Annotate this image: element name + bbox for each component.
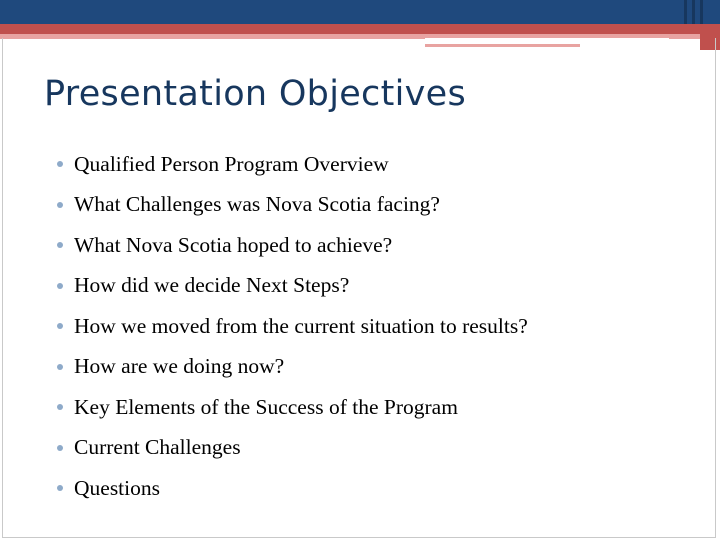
bullet-dot-icon bbox=[57, 242, 63, 248]
bullet-text: What Nova Scotia hoped to achieve? bbox=[74, 232, 393, 257]
bullet-list bbox=[50, 144, 528, 509]
bullet-item bbox=[50, 468, 528, 509]
bullet-text: Qualified Person Program Overview bbox=[74, 151, 389, 176]
header-band bbox=[0, 0, 720, 24]
header-stripe bbox=[684, 0, 687, 24]
bullet-dot-icon bbox=[57, 485, 63, 491]
bullet-text: What Challenges was Nova Scotia facing? bbox=[74, 192, 440, 217]
bullet-text: Questions bbox=[74, 475, 160, 500]
bullet-dot-icon bbox=[57, 283, 63, 289]
bullet-item bbox=[50, 266, 528, 307]
bullet-item bbox=[50, 387, 528, 428]
bullet-item bbox=[50, 225, 528, 266]
bullet-dot-icon bbox=[57, 445, 63, 451]
header-stripe bbox=[692, 0, 695, 24]
bullet-text: How did we decide Next Steps? bbox=[74, 273, 350, 298]
bullet-text: Current Challenges bbox=[74, 435, 241, 460]
bullet-text: How are we doing now? bbox=[74, 354, 285, 379]
bullet-item bbox=[50, 306, 528, 347]
header-accent-band bbox=[0, 24, 720, 34]
bullet-item bbox=[50, 185, 528, 226]
slide-title: Presentation Objectives bbox=[44, 74, 467, 114]
bullet-dot-icon bbox=[57, 202, 63, 208]
bullet-dot-icon bbox=[57, 364, 63, 370]
bullet-dot-icon bbox=[57, 161, 63, 167]
bullet-item bbox=[50, 428, 528, 469]
bullet-text: Key Elements of the Success of the Program bbox=[74, 394, 458, 419]
header-stripe bbox=[700, 0, 703, 24]
bullet-item bbox=[50, 347, 528, 388]
bullet-dot-icon bbox=[57, 323, 63, 329]
bullet-item bbox=[50, 144, 528, 185]
bullet-text: How we moved from the current situation to results? bbox=[74, 313, 528, 338]
bullet-dot-icon bbox=[57, 404, 63, 410]
